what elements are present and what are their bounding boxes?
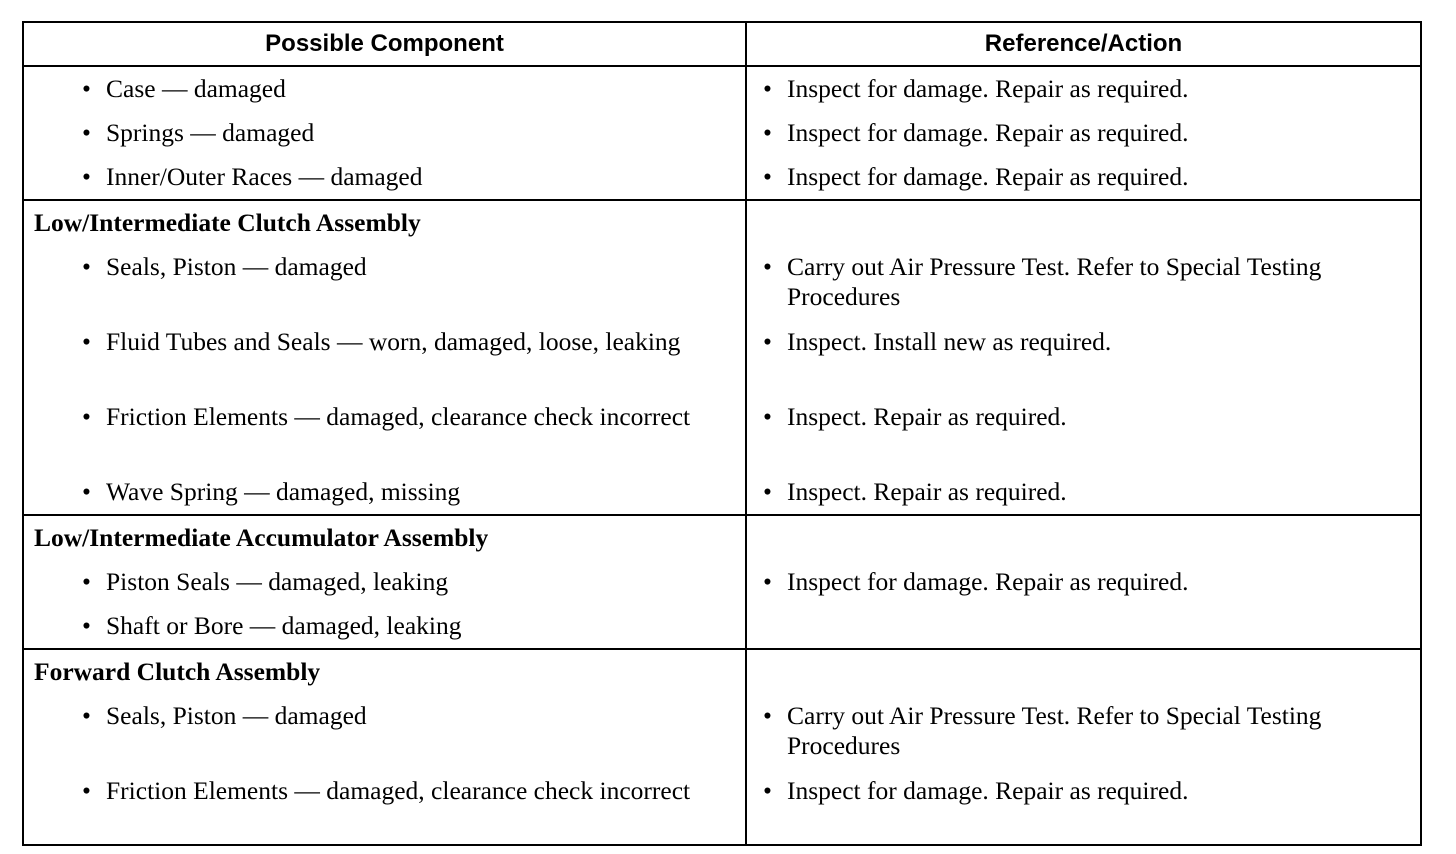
bullet: • xyxy=(763,162,772,191)
group-title-cell xyxy=(23,515,746,560)
table-row xyxy=(23,470,1421,515)
bullet: • xyxy=(82,567,91,596)
bullet: • xyxy=(763,701,772,730)
bullet: • xyxy=(763,118,772,147)
component-text: Friction Elements — damaged, clearance check incorrect xyxy=(106,776,691,805)
empty-cell xyxy=(746,515,1421,560)
action-cell xyxy=(746,769,1421,845)
action-cell xyxy=(746,395,1421,470)
bullet: • xyxy=(82,701,91,730)
component-cell xyxy=(23,769,746,845)
component-text: Springs — damaged xyxy=(106,118,315,147)
bullet: • xyxy=(763,74,772,103)
component-cell xyxy=(23,694,746,769)
component-cell xyxy=(23,604,746,649)
component-text: Fluid Tubes and Seals — worn, damaged, loose, leaking xyxy=(106,327,681,356)
bullet: • xyxy=(82,402,91,431)
action-cell xyxy=(746,320,1421,395)
component-cell xyxy=(23,66,746,111)
component-text: Shaft or Bore — damaged, leaking xyxy=(106,611,462,640)
table-row xyxy=(23,245,1421,320)
bullet: • xyxy=(82,74,91,103)
empty-cell xyxy=(746,604,1421,649)
column-header-component: Possible Component xyxy=(23,22,746,66)
action-text: Inspect. Repair as required. xyxy=(787,477,1067,506)
action-cell xyxy=(746,111,1421,155)
bullet: • xyxy=(763,402,772,431)
table-row xyxy=(23,111,1421,155)
action-text: Inspect for damage. Repair as required. xyxy=(787,118,1189,147)
group-title-row xyxy=(23,200,1421,245)
bullet: • xyxy=(82,118,91,147)
bullet: • xyxy=(82,162,91,191)
action-text: Carry out Air Pressure Test. Refer to Special Testing Procedures xyxy=(787,701,1322,760)
component-text: Seals, Piston — damaged xyxy=(106,701,367,730)
component-text: Seals, Piston — damaged xyxy=(106,252,367,281)
bullet: • xyxy=(763,776,772,805)
table-row xyxy=(23,320,1421,395)
component-text: Piston Seals — damaged, leaking xyxy=(106,567,449,596)
component-text: Wave Spring — damaged, missing xyxy=(106,477,461,506)
action-text: Inspect for damage. Repair as required. xyxy=(787,776,1189,805)
table-row xyxy=(23,155,1421,200)
bullet: • xyxy=(82,776,91,805)
bullet: • xyxy=(82,252,91,281)
component-text: Inner/Outer Races — damaged xyxy=(106,162,423,191)
group-title: Low/Intermediate Clutch Assembly xyxy=(34,208,421,237)
component-cell xyxy=(23,395,746,470)
action-text: Inspect. Install new as required. xyxy=(787,327,1112,356)
action-cell xyxy=(746,66,1421,111)
table-row xyxy=(23,66,1421,111)
component-cell xyxy=(23,155,746,200)
component-cell xyxy=(23,245,746,320)
table-row xyxy=(23,769,1421,845)
component-cell xyxy=(23,320,746,395)
header-row xyxy=(23,22,1421,66)
group-title: Forward Clutch Assembly xyxy=(34,657,321,686)
action-cell xyxy=(746,155,1421,200)
group-title: Low/Intermediate Accumulator Assembly xyxy=(34,523,489,552)
empty-cell xyxy=(746,649,1421,694)
action-text: Inspect. Repair as required. xyxy=(787,402,1067,431)
empty-cell xyxy=(746,200,1421,245)
bullet: • xyxy=(763,327,772,356)
bullet: • xyxy=(763,477,772,506)
bullet: • xyxy=(82,611,91,640)
action-cell xyxy=(746,470,1421,515)
component-cell xyxy=(23,470,746,515)
group-title-cell xyxy=(23,649,746,694)
group-title-row xyxy=(23,515,1421,560)
table-row xyxy=(23,560,1421,604)
table-row xyxy=(23,694,1421,769)
action-cell xyxy=(746,560,1421,604)
group-title-cell xyxy=(23,200,746,245)
action-text: Inspect for damage. Repair as required. xyxy=(787,74,1189,103)
component-cell xyxy=(23,560,746,604)
action-text: Inspect for damage. Repair as required. xyxy=(787,567,1189,596)
component-text: Case — damaged xyxy=(106,74,286,103)
action-cell xyxy=(746,245,1421,320)
action-text: Inspect for damage. Repair as required. xyxy=(787,162,1189,191)
column-header-action: Reference/Action xyxy=(746,22,1421,66)
table-row xyxy=(23,604,1421,649)
group-title-row xyxy=(23,649,1421,694)
bullet: • xyxy=(82,477,91,506)
action-text: Carry out Air Pressure Test. Refer to Special Testing Procedures xyxy=(787,252,1322,311)
bullet: • xyxy=(82,327,91,356)
component-cell xyxy=(23,111,746,155)
bullet: • xyxy=(763,252,772,281)
action-cell xyxy=(746,694,1421,769)
bullet: • xyxy=(763,567,772,596)
diagnostic-table xyxy=(22,21,1422,846)
table-row xyxy=(23,395,1421,470)
component-text: Friction Elements — damaged, clearance check incorrect xyxy=(106,402,691,431)
